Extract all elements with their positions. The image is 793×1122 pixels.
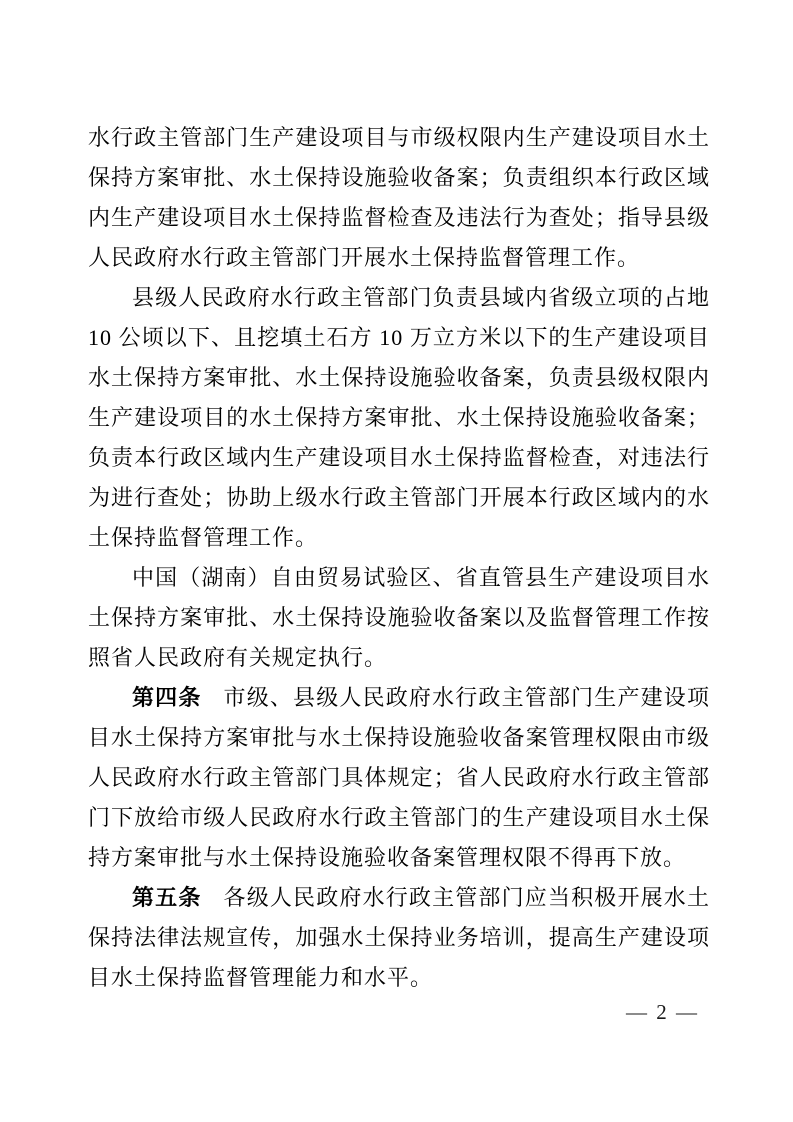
article-4-text: 市级、县级人民政府水行政主管部门生产建设项目水土保持方案审批与水土保持设施验收备案管理权限由市级人民政府水行政主管部门具体规定；省人民政府水行政主管部门下放给市级人民政府水行政主管部门的生产建设项目水土保持方案审批与水土保持设施验收备案管理权限不得再下放。 <box>88 685 710 870</box>
paragraph-continuation: 水行政主管部门生产建设项目与市级权限内生产建设项目水土保持方案审批、水土保持设施验收备案；负责组织本行政区域内生产建设项目水土保持监督检查及违法行为查处；指导县级人民政府水行政主管部门开展水土保持监督管理工作。 <box>88 125 710 270</box>
document-body <box>88 118 710 998</box>
paragraph-county-duties: 县级人民政府水行政主管部门负责县域内省级立项的占地 10 公顷以下、且挖填土石方 10 万立方米以下的生产建设项目水土保持方案审批、水土保持设施验收备案，负责县级权限内生产建设项目的水土保持方案审批、水土保持设施验收备案；负责本行政区域内生产建设项目水土保持监督检查，对违法行为进行查处；协助上级水行政主管部门开展本行政区域内的水土保持监督管理工作。 <box>88 285 710 550</box>
paragraph-article-5 <box>88 878 710 998</box>
paragraph-article-4 <box>88 678 710 878</box>
paragraph-ftz-provision: 中国（湖南）自由贸易试验区、省直管县生产建设项目水土保持方案审批、水土保持设施验收备案以及监督管理工作按照省人民政府有关规定执行。 <box>88 565 710 670</box>
page-number: — 2 — <box>626 1000 699 1024</box>
article-5-text: 各级人民政府水行政主管部门应当积极开展水土保持法律法规宣传，加强水土保持业务培训，提高生产建设项目水土保持监督管理能力和水平。 <box>88 885 710 990</box>
article-4-heading: 第四条 <box>132 685 202 710</box>
article-5-heading: 第五条 <box>132 885 202 910</box>
